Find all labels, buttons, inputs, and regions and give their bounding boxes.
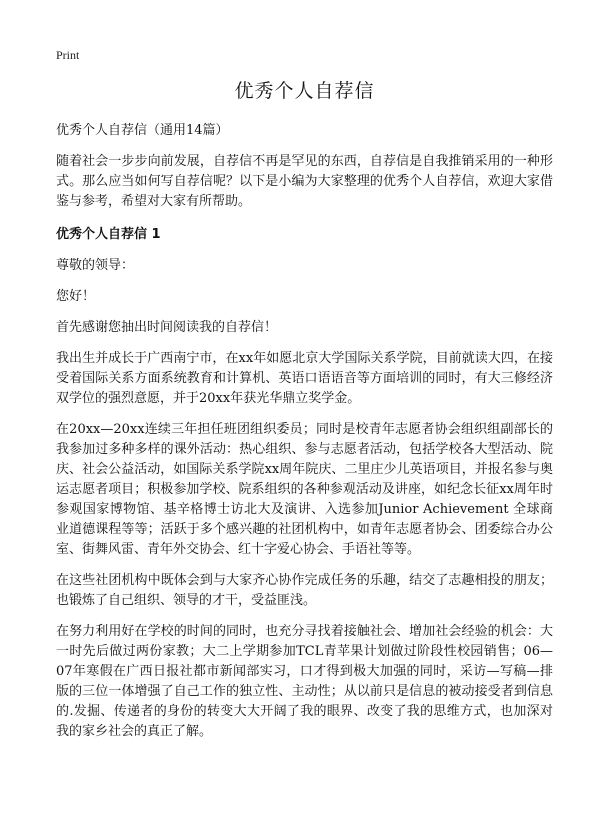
print-link[interactable]: Print <box>56 48 80 62</box>
greeting-paragraph: 您好！ <box>56 289 96 304</box>
background-paragraph: 我出生并成长于广西南宁市，在xx年如愿北京大学国际关系学院，目前就读大四，在接受着国际关系方面系统教育和计算机、英语口语语音等方面培训的同时，有大三修经济双学位的强烈意愿，并于20xx年获光华鼎立奖学金。 <box>56 351 553 406</box>
activities-paragraph: 在20xx—20xx连续三年担任班团组织委员；同时是校青年志愿者协会组织组副部长的我参加过多种多样的课外活动：热心组织、参与志愿者活动，包括学校各大型活动、院庆、社会公益活动，如国际关系学院xx周年院庆、二里庄少儿英语项目，并报名参与奥运志愿者项目；积极参加学校、院系组织的各种参观活动及讲座，如纪念长征xx周年时参观国家博物馆、基辛格博士访北大及演讲、入选参加Junior Achievement 全球商业道德课程等等；活跃于多个感兴趣的社团机构中，如青年志愿者协会、团委综合办公室、街舞风雷、青年外交协会、红十字爱心协会、手语社等等。 <box>56 422 553 557</box>
document-subtitle: 优秀个人自荐信（通用14篇） <box>56 123 229 138</box>
section-heading: 优秀个人自荐信 1 <box>56 227 161 242</box>
club-experience-paragraph: 在这些社团机构中既体会到与大家齐心协作完成任务的乐趣，结交了志趣相投的朋友；也锻炼了自己组织、领导的才干，受益匪浅。 <box>56 573 553 608</box>
salutation-paragraph: 尊敬的领导： <box>56 258 135 273</box>
social-experience-paragraph: 在努力利用好在学校的时间的同时，也充分寻找着接触社会、增加社会经验的机会：大一时先后做过两份家教；大二上学期参加TCL青苹果计划做过阶段性校园销售；06—07年寒假在广西日报社都市新闻部实习，口才得到极大加强的同时，采访—写稿—排版的三位一体增强了自己工作的独立性、主动性；从以前只是信息的被动接受者到信息的.发掘、传递者的身份的转变大大开阔了我的眼界、改变了我的思维方式，也加深对我的家乡社会的真正了解。 <box>56 624 553 739</box>
intro-paragraph: 随着社会一步步向前发展，自荐信不再是罕见的东西，自荐信是自我推销采用的一种形式。那么应当如何写自荐信呢？以下是小编为大家整理的优秀个人自荐信，欢迎大家借鉴与参考，希望对大家有所帮助。 <box>56 154 553 209</box>
page-title: 优秀个人自荐信 <box>234 80 375 102</box>
thanks-paragraph: 首先感谢您抽出时间阅读我的自荐信！ <box>56 320 278 335</box>
